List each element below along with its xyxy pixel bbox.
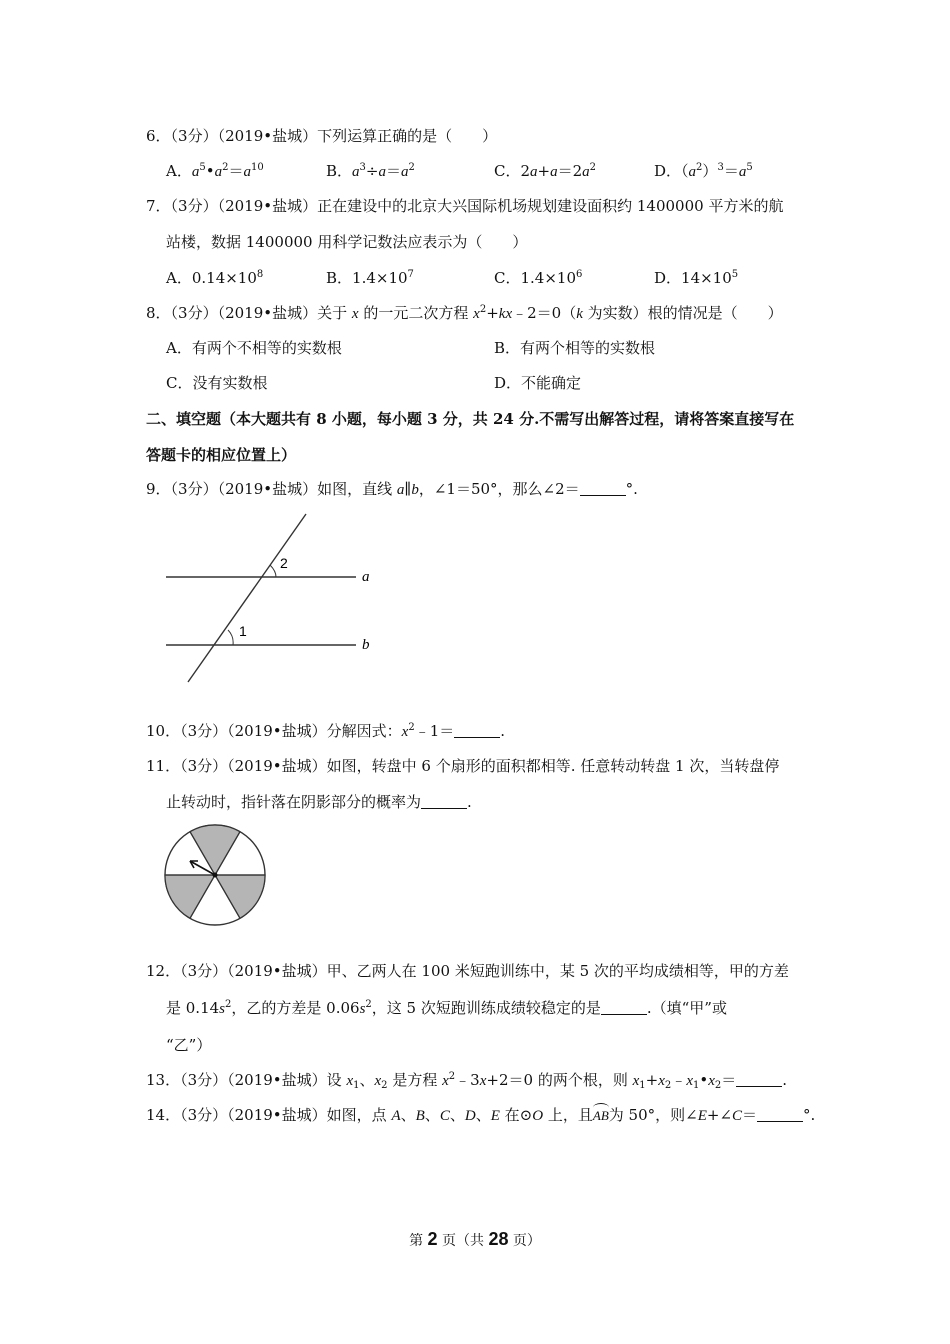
total-page-count: 28 [488, 1229, 509, 1249]
section2-heading-line2: 答题卡的相应位置上） [146, 446, 297, 464]
spinner-center [213, 873, 218, 878]
angle-2-arc [270, 565, 276, 577]
arc-ab-symbol: AB [593, 1105, 609, 1128]
q7-line2: 站楼，数据 1400000 用科学记数法应表示为（ ） [166, 233, 528, 251]
transversal-line [188, 514, 306, 682]
q11-line1: 11．（3分）（2019•盐城）如图，转盘中 6 个扇形的面积都相等. 任意转动转盘 1 次，当转盘停 [146, 757, 780, 775]
q9-stem: 9．（3分）（2019•盐城）如图，直线 a∥b，∠1＝50°，那么∠2＝ °. [146, 480, 638, 498]
section2-heading-line1: 二、填空题（本大题共有 8 小题，每小题 3 分，共 24 分.不需写出解答过程，请将答案直接写在 [146, 410, 795, 428]
q8-stem: 8．（3分）（2019•盐城）关于 x 的一元二次方程 $x^2+kx﹣2=0(k$ 为实数）根的情况是（ ） [146, 304, 783, 322]
q12-line3: “乙”） [166, 1036, 212, 1054]
angle-1-label: 1 [239, 623, 247, 639]
q8-option-d: D．不能确定 [494, 374, 582, 392]
angle-2-label: 2 [280, 555, 288, 571]
q8-option-c: C．没有实数根 [166, 374, 268, 392]
q12-line2: 是 $0.14s^2$，乙的方差是 $0.06s^2$，这 5 次短跑训练成绩较稳定的是 .（填“甲”或 [166, 999, 727, 1017]
q9-parallel-lines-figure [160, 510, 390, 690]
q13-stem: 13．（3分）（2019•盐城）设 $x_1$、$x_2$ 是方程 $x^2﹣3x+2=0$ 的两个根，则 $x_1+x_2﹣x_1•x_2=$ . [146, 1071, 788, 1091]
q6-stem: 6．（3分）（2019•盐城）下列运算正确的是（ ） [146, 127, 498, 145]
angle-1-arc [228, 630, 233, 645]
q7-line1: 7．（3分）（2019•盐城）正在建设中的北京大兴国际机场规划建设面积约 1400000 平方米的航 [146, 197, 784, 215]
q10-stem: 10．（3分）（2019•盐城）分解因式：$x^2﹣1=$ . [146, 722, 506, 740]
q6-option-b-label: B． [326, 162, 353, 180]
current-page-number: 2 [427, 1229, 438, 1249]
label-a: a [362, 569, 370, 585]
q14-stem: 14．（3分）（2019•盐城）如图，点 A、B、C、D、E 在⊙O 上，且 AB为 50°，则∠E+∠C＝ °. [146, 1104, 815, 1128]
q6-option-c-label: C． [494, 162, 521, 180]
q11-spinner-figure [162, 824, 268, 928]
q6-option-a-label: A． [166, 162, 192, 180]
q8-option-a: A．有两个不相等的实数根 [166, 339, 342, 357]
q8-option-b: B．有两个相等的实数根 [494, 339, 656, 357]
q6-option-d-label: D． [654, 162, 682, 180]
page-footer: 第 2 页（共 28 页） [409, 1229, 541, 1249]
q11-line2: 止转动时，指针落在阴影部分的概率为 . [166, 793, 472, 811]
q12-line1: 12．（3分）（2019•盐城）甲、乙两人在 100 米短跑训练中，某 5 次的平均成绩相等，甲的方差 [146, 962, 789, 980]
label-b: b [362, 637, 370, 653]
